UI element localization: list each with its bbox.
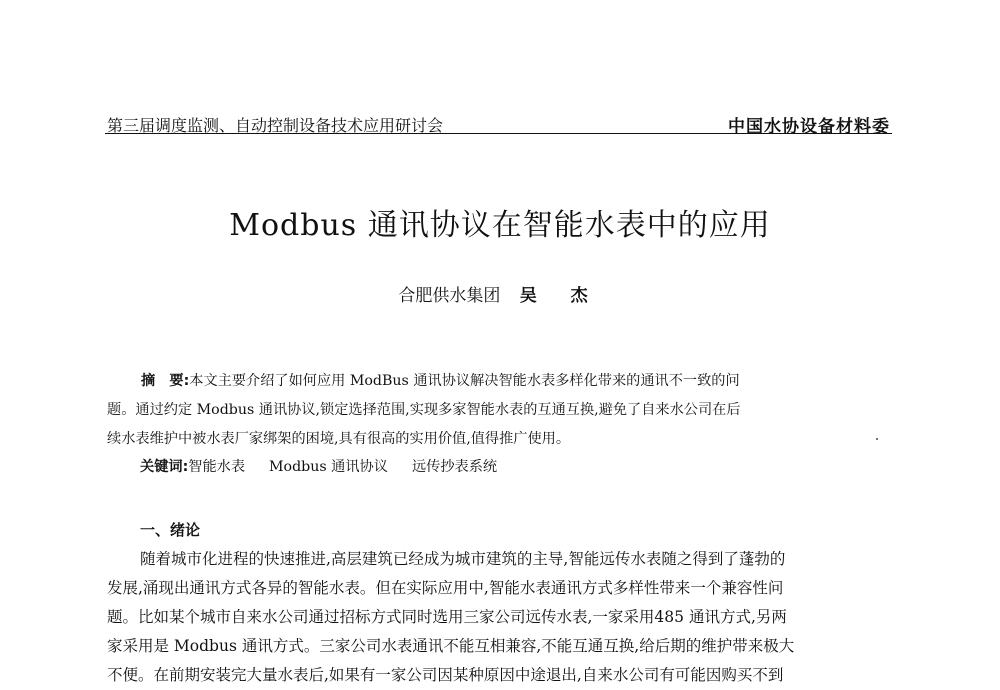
keyword: 智能水表: [188, 459, 246, 475]
author-name: 吴 杰: [519, 286, 602, 306]
keywords: [140, 456, 521, 476]
abstract: [107, 367, 892, 454]
abstract-line: 题。通过约定 Modbus 通讯协议,锁定选择范围,实现多家智能水表的互通互换,避免了自来水公司在后: [107, 402, 741, 418]
body-line: 随着城市化进程的快速推进,高层建筑已经成为城市建筑的主导,智能远传水表随之得到了蓬勃的: [140, 550, 786, 568]
body-line: 不便。在前期安装完大量水表后,如果有一家公司因某种原因中途退出,自来水公司有可能因购买不到: [107, 666, 784, 684]
author-affiliation: 合肥供水集团: [398, 286, 501, 306]
keyword: 远传抄表系统: [411, 459, 498, 475]
body-line: 题。比如某个城市自来水公司通过招标方式同时选用三家公司远传水表,一家采用485 通讯方式,另两: [107, 608, 787, 626]
section-heading: 一、绪论: [140, 521, 201, 539]
keywords-label: 关键词:: [140, 459, 189, 475]
abstract-text: 本文主要介绍了如何应用 ModBus 通讯协议解决智能水表多样化带来的通讯不一致的问: [189, 373, 740, 389]
abstract-label: 摘 要:: [141, 373, 190, 389]
abstract-line: [107, 367, 892, 396]
body-line: 发展,涌现出通讯方式各异的智能水表。但在实际应用中,智能水表通讯方式多样性带来一个兼容性问: [107, 579, 784, 597]
abstract-line: 续水表维护中被水表厂家绑架的困境,具有很高的实用价值,值得推广使用。: [107, 431, 571, 447]
running-header-conference: 第三届调度监测、自动控制设备技术应用研讨会: [107, 116, 444, 135]
scan-speck: [876, 438, 878, 440]
section-body: [107, 545, 894, 690]
keyword: Modbus 通讯协议: [269, 459, 388, 475]
running-header-committee: 中国水协设备材料委: [728, 117, 890, 137]
body-line: 家采用是 Modbus 通讯方式。三家公司水表通讯不能互相兼容,不能互通互换,给后期的维护带来极大: [107, 637, 795, 655]
paper-title: Modbus 通讯协议在智能水表中的应用: [229, 208, 771, 243]
author-line: [0, 281, 1000, 306]
header-rule: [105, 133, 892, 134]
